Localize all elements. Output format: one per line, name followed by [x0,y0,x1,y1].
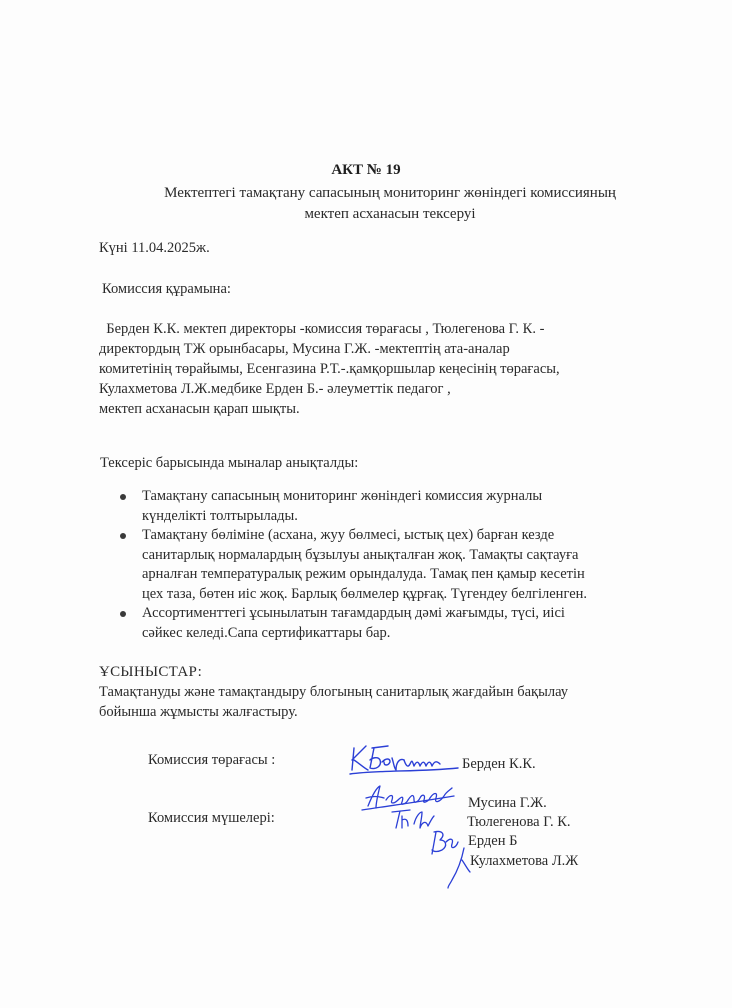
bullet-icon [120,494,126,500]
members-line: директордың ТЖ орынбасары, Мусина Г.Ж. -мектептің ата-аналар [99,341,510,357]
member-name: Мусина Г.Ж. [468,795,547,811]
commission-members-paragraph [99,319,639,419]
member-name: Ерден Б [468,833,518,849]
members-line: комитетінің төрайымы, Есенгазина Р.Т.-.қамқоршылар кеңесінің төрағасы, [99,361,560,377]
list-item [118,487,658,526]
chair-name: Берден К.К. [462,756,536,772]
members-line: Кулахметова Л.Ж.медбике Ерден Б.- әлеуметтік педагог , [99,381,451,397]
findings-label: Тексеріс барысында мыналар анықталды: [100,455,359,471]
finding-line: Тамақтану бөліміне (асхана, жуу бөлмесі, ыстық цех) барған кезде [142,527,555,543]
act-subtitle [100,183,680,225]
act-date: Күні 11.04.2025ж. [99,240,210,256]
recommendation-line: Тамақтануды және тамақтандыру блогының санитарлық жағдайын бақылау [99,684,569,700]
finding-line: сәйкес келеді.Сапа сертификаттары бар. [142,624,391,641]
finding-line: цех таза, бөтен иіс жоқ. Барлық бөлмелер құрғақ. Түгендеу белгіленген. [142,585,588,602]
act-subtitle-line: Мектептегі тамақтану сапасының мониторинг жөніндегі комиссияның [164,185,616,201]
chair-signature-icon [348,740,468,780]
finding-line: Ассортименттегі ұсынылатын тағамдардың дәмі жағымды, түсі, иісі [142,605,565,621]
recommendations-text [99,682,659,722]
member-name: Тюлегенова Г. К. [467,814,571,830]
chair-label: Комиссия төрағасы : [148,752,276,768]
member-name: Кулахметова Л.Ж [470,853,579,869]
members-line: мектеп асханасын қарап шықты. [99,401,300,417]
list-item [118,526,658,604]
finding-line: арналған температуралық режим орындалуда. Тамақ пен қамыр кесетін [142,566,585,582]
recommendation-line: бойынша жұмысты жалғастыру. [99,704,298,720]
act-subtitle-line: мектеп асханасын тексеруі [304,206,476,222]
bullet-icon [120,533,126,539]
recommendations-title: ҰСЫНЫСТАР: [99,664,203,680]
finding-line: Тамақтану сапасының мониторинг жөніндегі комиссия журналы [142,488,543,504]
act-title: АКТ № 19 [331,162,401,178]
finding-line: күнделікті толтырылады. [142,507,298,524]
list-item [118,604,658,643]
member-signature-4-icon [444,846,472,890]
composition-label: Комиссия құрамына: [102,281,231,297]
bullet-icon [120,611,126,617]
members-line: Берден К.К. мектеп директоры -комиссия төрағасы , Тюлегенова Г. К. - [99,321,545,337]
findings-list [118,487,658,643]
finding-line: санитарлық нормалардың бұзылуы анықталған жоқ. Тамақты сақтауға [142,546,579,563]
members-label: Комиссия мүшелері: [148,810,275,826]
